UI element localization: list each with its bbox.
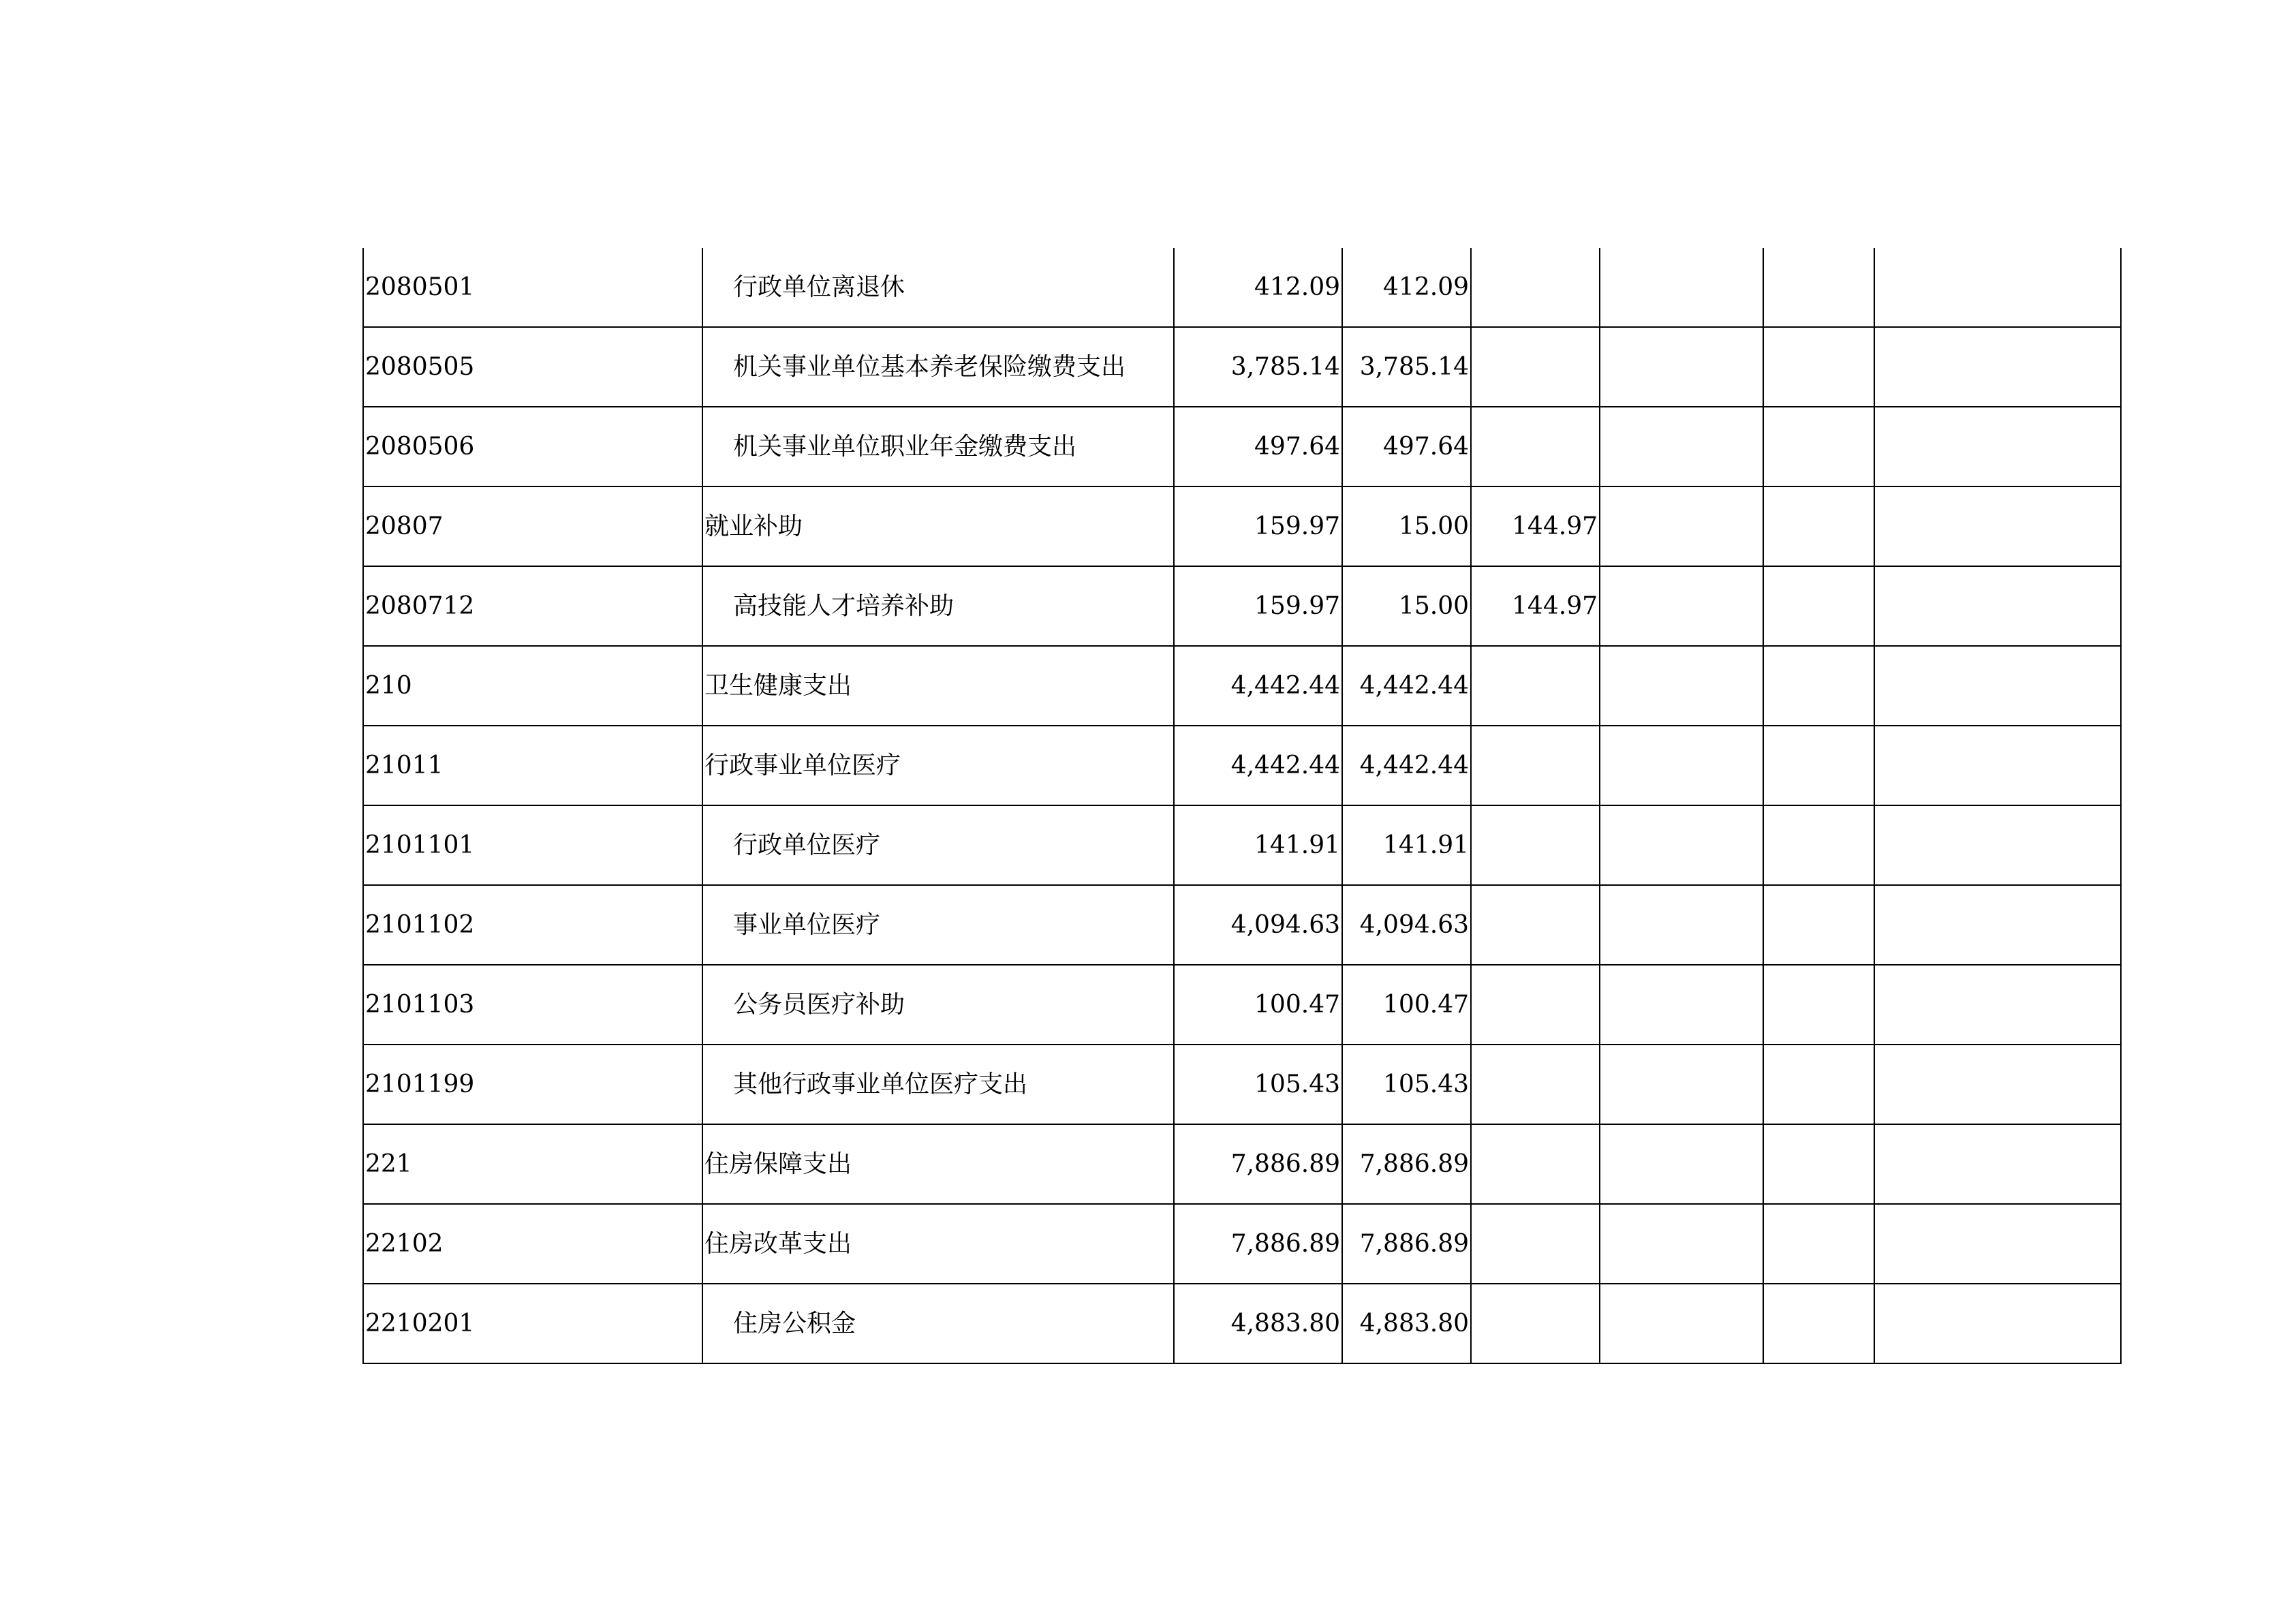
empty-cell [1874,965,2121,1045]
project-cell [1471,885,1600,965]
empty-cell [1874,1204,2121,1284]
table-row [363,1124,2121,1204]
empty-cell [1874,407,2121,486]
item-name-cell: 就业补助 [702,486,1174,566]
item-name-cell: 机关事业单位基本养老保险缴费支出 [702,327,1174,407]
basic-cell: 4,094.63 [1342,885,1471,965]
empty-cell [1600,327,1763,407]
code-cell: 2080506 [363,407,702,486]
basic-cell: 7,886.89 [1342,1204,1471,1284]
empty-cell [1600,407,1763,486]
table-row [363,805,2121,885]
empty-cell [1600,646,1763,726]
code-cell: 210 [363,646,702,726]
empty-cell [1763,1204,1874,1284]
total-cell: 412.09 [1174,248,1342,327]
total-cell: 7,886.89 [1174,1204,1342,1284]
total-cell: 4,442.44 [1174,726,1342,805]
table-row [363,486,2121,566]
project-cell [1471,248,1600,327]
total-cell: 159.97 [1174,486,1342,566]
total-cell: 159.97 [1174,566,1342,646]
table-row [363,327,2121,407]
basic-cell: 105.43 [1342,1045,1471,1124]
empty-cell [1874,1045,2121,1124]
basic-cell: 141.91 [1342,805,1471,885]
item-name-cell: 机关事业单位职业年金缴费支出 [702,407,1174,486]
empty-cell [1874,566,2121,646]
project-cell: 144.97 [1471,566,1600,646]
project-cell [1471,805,1600,885]
empty-cell [1763,965,1874,1045]
total-cell: 7,886.89 [1174,1124,1342,1204]
empty-cell [1874,805,2121,885]
empty-cell [1763,805,1874,885]
basic-cell: 7,886.89 [1342,1124,1471,1204]
basic-cell: 4,883.80 [1342,1284,1471,1363]
table-row [363,248,2121,327]
code-cell: 22102 [363,1204,702,1284]
project-cell: 144.97 [1471,486,1600,566]
empty-cell [1600,1045,1763,1124]
empty-cell [1874,726,2121,805]
empty-cell [1600,1124,1763,1204]
code-cell: 221 [363,1124,702,1204]
code-cell: 2080501 [363,248,702,327]
empty-cell [1763,407,1874,486]
table-row [363,1284,2121,1363]
empty-cell [1600,965,1763,1045]
item-name-cell: 住房公积金 [702,1284,1174,1363]
empty-cell [1763,885,1874,965]
total-cell: 100.47 [1174,965,1342,1045]
empty-cell [1600,1204,1763,1284]
code-cell: 2080712 [363,566,702,646]
empty-cell [1763,1284,1874,1363]
project-cell [1471,646,1600,726]
total-cell: 141.91 [1174,805,1342,885]
basic-cell: 497.64 [1342,407,1471,486]
empty-cell [1600,885,1763,965]
project-cell [1471,726,1600,805]
empty-cell [1874,248,2121,327]
empty-cell [1763,646,1874,726]
code-cell: 2101103 [363,965,702,1045]
project-cell [1471,1045,1600,1124]
empty-cell [1763,566,1874,646]
table-body [363,248,2121,1363]
empty-cell [1600,248,1763,327]
code-cell: 2101199 [363,1045,702,1124]
empty-cell [1874,1284,2121,1363]
empty-cell [1763,1045,1874,1124]
table-row [363,566,2121,646]
basic-cell: 4,442.44 [1342,726,1471,805]
code-cell: 21011 [363,726,702,805]
table-row [363,1045,2121,1124]
empty-cell [1874,646,2121,726]
empty-cell [1763,1124,1874,1204]
item-name-cell: 住房改革支出 [702,1204,1174,1284]
empty-cell [1600,726,1763,805]
empty-cell [1600,805,1763,885]
total-cell: 105.43 [1174,1045,1342,1124]
project-cell [1471,407,1600,486]
item-name-cell: 行政单位医疗 [702,805,1174,885]
item-name-cell: 公务员医疗补助 [702,965,1174,1045]
project-cell [1471,965,1600,1045]
item-name-cell: 高技能人才培养补助 [702,566,1174,646]
table-row [363,965,2121,1045]
empty-cell [1763,486,1874,566]
table-row [363,407,2121,486]
table-row [363,1204,2121,1284]
empty-cell [1600,486,1763,566]
project-cell [1471,1124,1600,1204]
empty-cell [1874,486,2121,566]
table-row [363,726,2121,805]
item-name-cell: 卫生健康支出 [702,646,1174,726]
empty-cell [1874,1124,2121,1204]
item-name-cell: 行政事业单位医疗 [702,726,1174,805]
table-row [363,646,2121,726]
code-cell: 20807 [363,486,702,566]
item-name-cell: 住房保障支出 [702,1124,1174,1204]
project-cell [1471,327,1600,407]
project-cell [1471,1204,1600,1284]
empty-cell [1874,327,2121,407]
item-name-cell: 行政单位离退休 [702,248,1174,327]
total-cell: 497.64 [1174,407,1342,486]
item-name-cell: 其他行政事业单位医疗支出 [702,1045,1174,1124]
basic-cell: 100.47 [1342,965,1471,1045]
basic-cell: 4,442.44 [1342,646,1471,726]
basic-cell: 3,785.14 [1342,327,1471,407]
empty-cell [1763,726,1874,805]
total-cell: 4,442.44 [1174,646,1342,726]
item-name-cell: 事业单位医疗 [702,885,1174,965]
empty-cell [1763,327,1874,407]
code-cell: 2210201 [363,1284,702,1363]
code-cell: 2101101 [363,805,702,885]
table-row [363,885,2121,965]
total-cell: 4,094.63 [1174,885,1342,965]
code-cell: 2080505 [363,327,702,407]
empty-cell [1600,1284,1763,1363]
code-cell: 2101102 [363,885,702,965]
empty-cell [1600,566,1763,646]
total-cell: 4,883.80 [1174,1284,1342,1363]
basic-cell: 15.00 [1342,486,1471,566]
empty-cell [1763,248,1874,327]
empty-cell [1874,885,2121,965]
project-cell [1471,1284,1600,1363]
expenditure-table [362,248,2122,1364]
basic-cell: 412.09 [1342,248,1471,327]
basic-cell: 15.00 [1342,566,1471,646]
total-cell: 3,785.14 [1174,327,1342,407]
